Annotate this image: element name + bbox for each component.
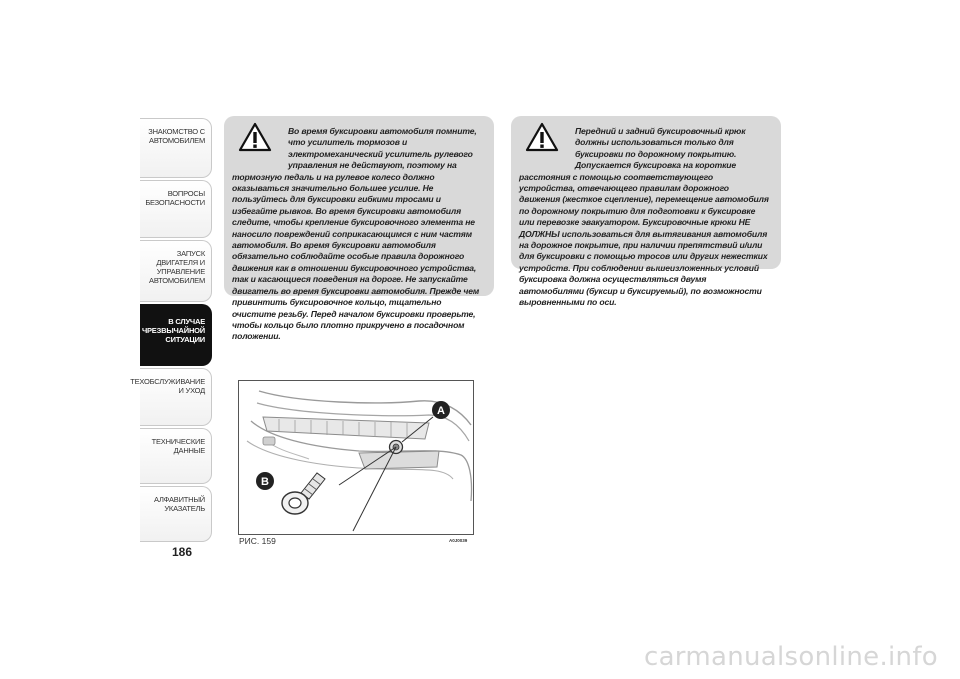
- tab-maintenance[interactable]: ТЕХОБСЛУЖИВАНИЕ И УХОД: [140, 368, 212, 426]
- towing-eye-part: [282, 473, 325, 514]
- warning-box-left: [224, 116, 494, 342]
- tab-technical-data[interactable]: ТЕХНИЧЕСКИЕ ДАННЫЕ: [140, 428, 212, 484]
- figure-rear-towing-eye: [238, 380, 474, 535]
- warning-text-left: Во время буксировки автомобиля помните, что усилитель тормозов и электромеханический усилитель рулевого управления не действуют, поэтому на тормозную педаль и на рулевое колесо должно оказываться значительно большее усилие. Не пользуйтесь для буксировки гибкими тросами и избегайте рывков. Во время буксировки автомобиля следите, чтобы крепление буксировочного элемента не наносило повреждений соприкасающимся с ним частям автомобиля. Во время буксировки автомобиля обязательно соблюдайте особые правила дорожного движения как в отношении буксировочного устройства, так и касающиеся поведения на дороге. Не запускайте двигатель во время буксировки автомобиля. Прежде чем привинтить буксировочное кольцо, тщательно очистите резьбу. Перед началом буксировки проверьте, чтобы кольцо было плотно прикручено в посадочном положении.: [232, 126, 480, 342]
- figure-caption: РИС. 159: [239, 536, 276, 546]
- rear-bumper-illustration: [239, 381, 473, 534]
- figure-code: A0J0039: [449, 538, 468, 543]
- warning-text-right: Передний и задний буксировочный крюк должны использоваться только для буксировки по дорожному покрытию. Допускается буксировка на короткие расстояния с помощью соответствующего устройства, отвечающего правилам дорожного движения (жесткое сцепление), перемещение автомобиля по дорожному покрытию для подготовки к буксировке или перевозке эвакуатором. Буксировочные крюки НЕ ДОЛЖНЫ использоваться для вытягивания автомобиля на дорожное покрытие, при наличии препятствий и/или для буксировки с помощью тросов или других нежестких устройств. При соблюдении вышеизложенных условий буксировка должна осуществляться двумя автомобилями (буксир и буксируемый), по возможности выровненными по оси.: [519, 126, 769, 308]
- warning-triangle-icon: [238, 122, 272, 152]
- warning-triangle-icon: [525, 122, 559, 152]
- label-a: A: [437, 405, 445, 417]
- watermark: carmanualsonline.info: [643, 642, 938, 672]
- page-number: 186: [171, 545, 193, 559]
- tab-emergency[interactable]: В СЛУЧАЕ ЧРЕЗВЫЧАЙНОЙ СИТУАЦИИ: [140, 304, 212, 366]
- tab-safety[interactable]: ВОПРОСЫ БЕЗОПАСНОСТИ: [140, 180, 212, 238]
- tab-getting-to-know[interactable]: ЗНАКОМСТВО С АВТОМОБИЛЕМ: [140, 118, 212, 178]
- tab-starting-and-driving[interactable]: ЗАПУСК ДВИГАТЕЛЯ И УПРАВЛЕНИЕ АВТОМОБИЛЕМ: [140, 240, 212, 302]
- warning-box-right: [511, 116, 781, 308]
- tab-index[interactable]: АЛФАВИТНЫЙ УКАЗАТЕЛЬ: [140, 486, 212, 542]
- label-b: B: [261, 476, 269, 488]
